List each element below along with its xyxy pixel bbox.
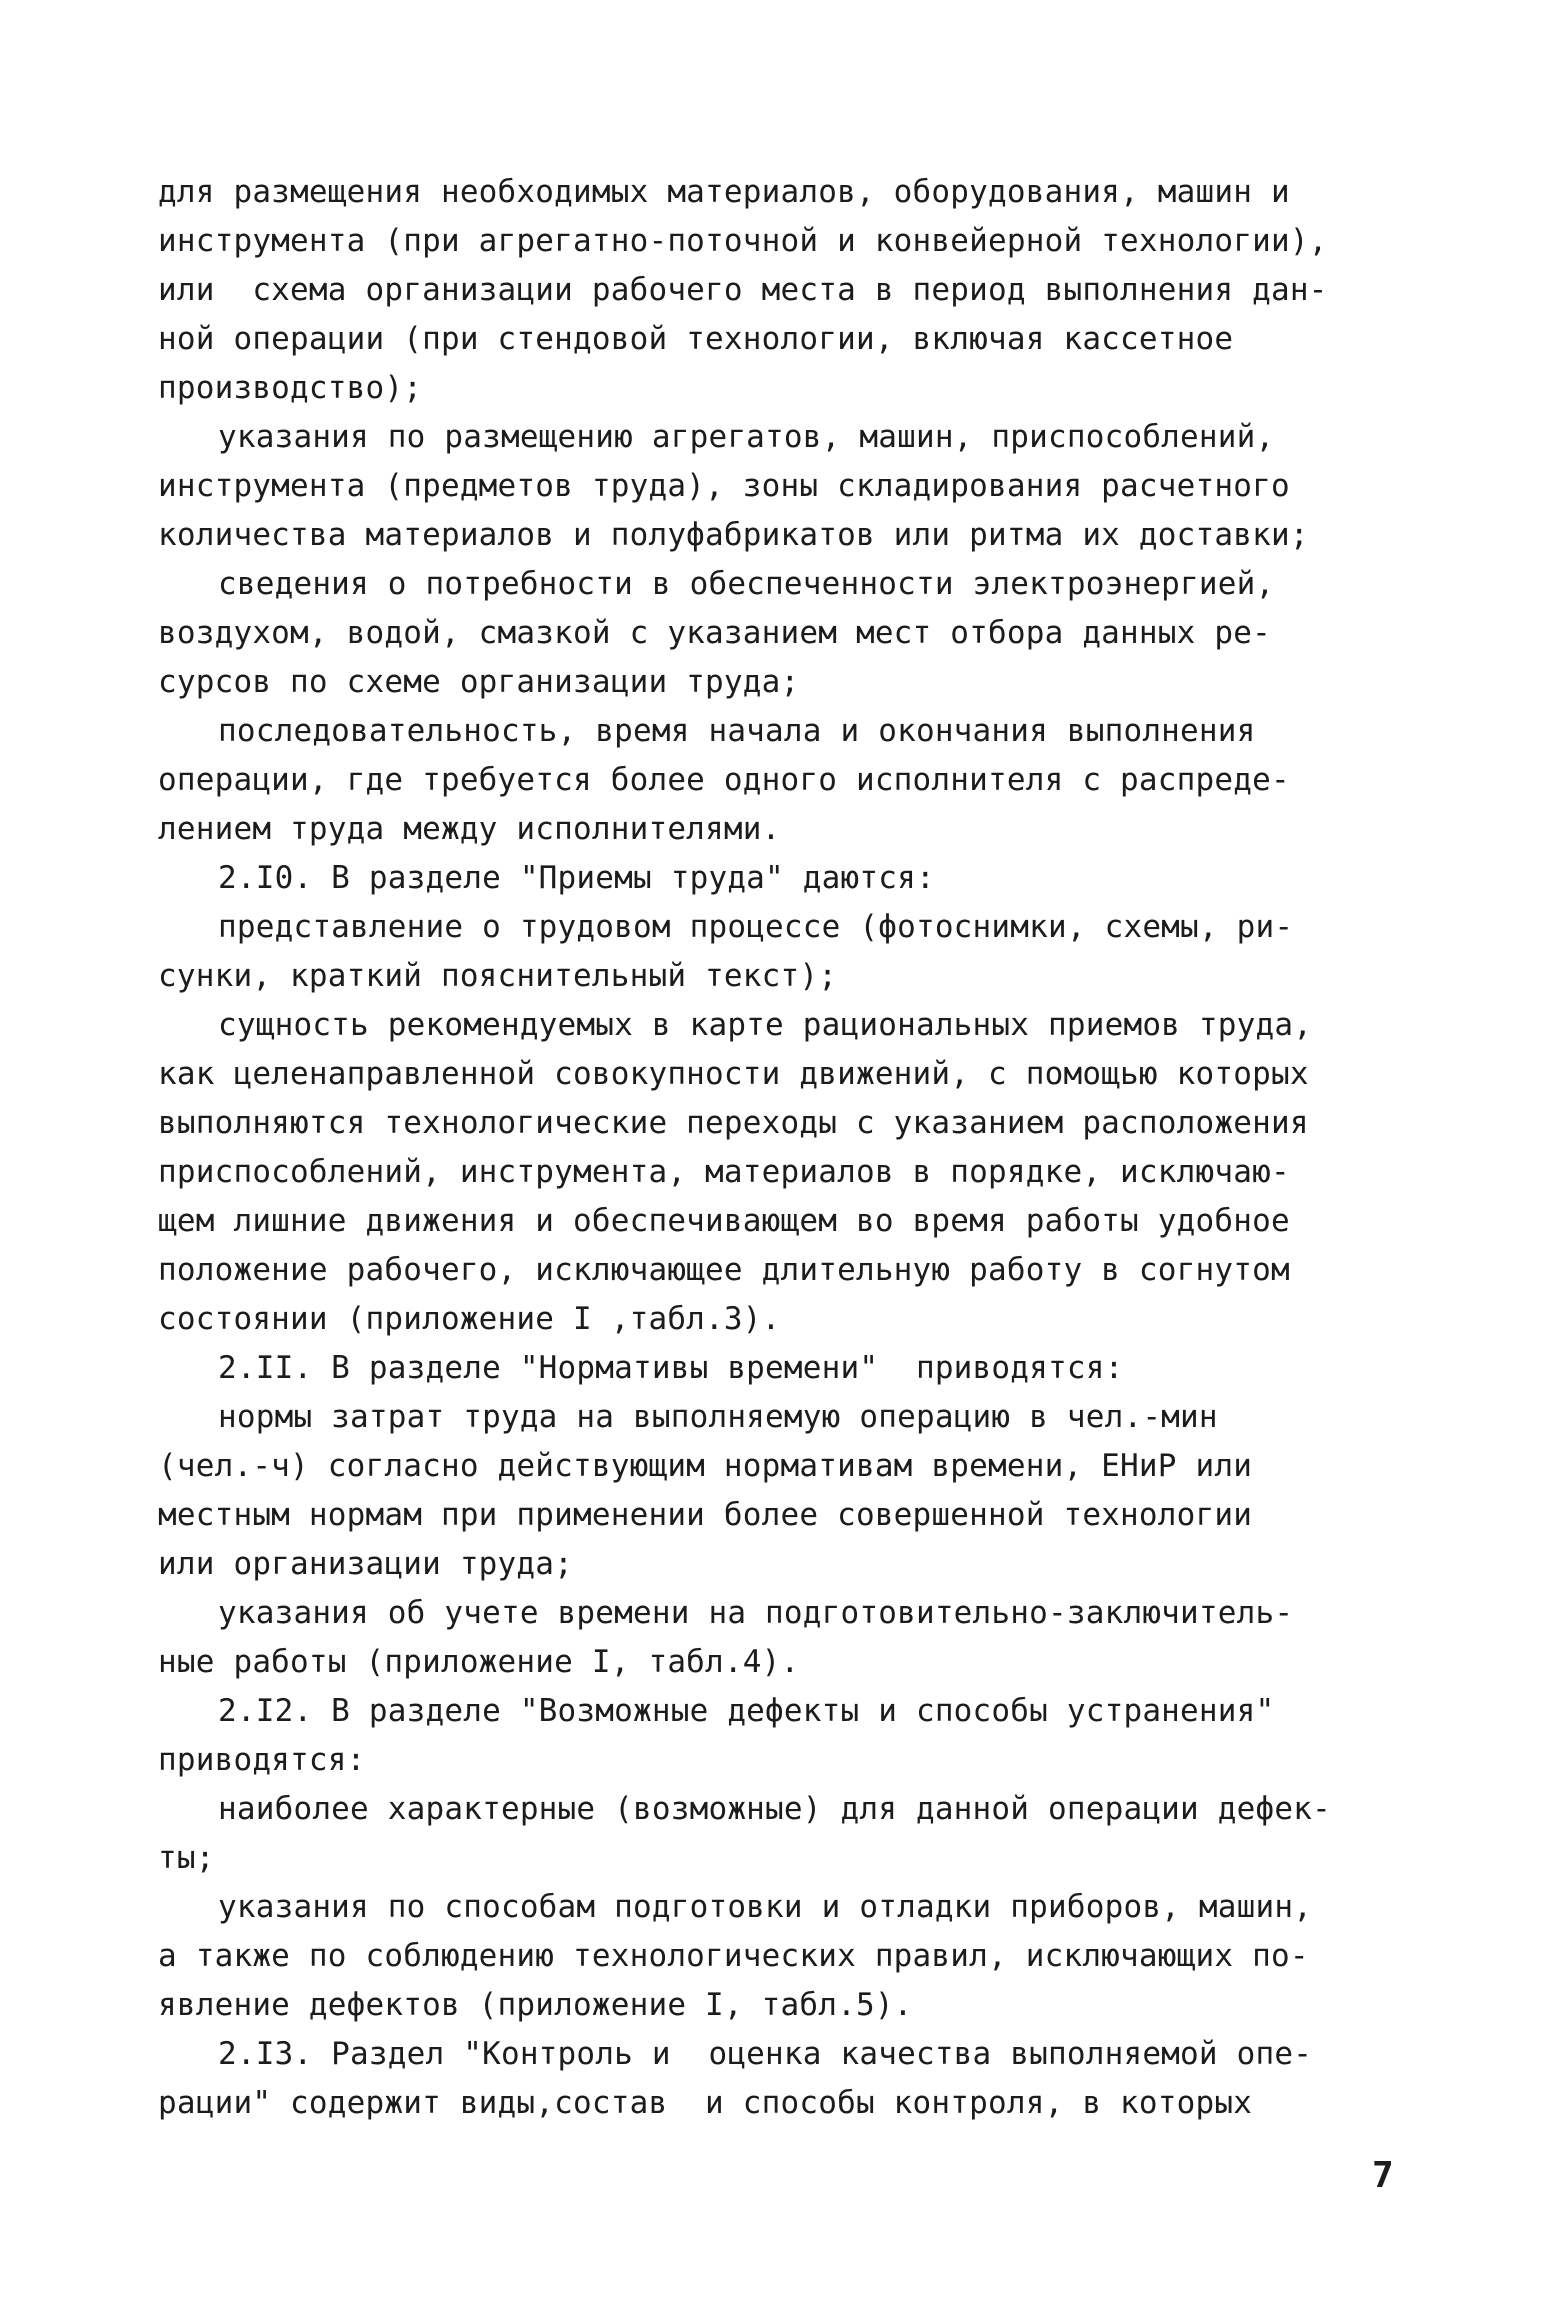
text-line: количества материалов и полуфабрикатов или ритма их доставки; [158,517,1309,553]
text-line: указания по способам подготовки и отладки приборов, машин, [218,1889,1313,1925]
text-line: указания по размещению агрегатов, машин, приспособлений, [218,419,1275,455]
text-line: последовательность, время начала и окончания выполнения [218,713,1256,749]
body-text [158,168,1428,2128]
text-line: производство); [158,370,423,406]
text-line: ной операции (при стендовой технологии, включая кассетное [158,321,1234,357]
text-line: приводятся: [158,1742,366,1778]
text-line: состоянии (приложение I ,табл.3). [158,1301,781,1337]
text-line: сведения о потребности в обеспеченности электроэнергией, [218,566,1275,602]
text-line: лением труда между исполнителями. [158,811,781,847]
text-line: для размещения необходимых материалов, оборудования, машин и [158,174,1290,210]
text-line: указания об учете времени на подготовительно-заключитель- [218,1595,1294,1631]
text-line: воздухом, водой, смазкой с указанием мест отбора данных ре- [158,615,1271,651]
text-line: инструмента (предметов труда), зоны складирования расчетного [158,468,1290,504]
text-line: рации" содержит виды,состав и способы контроля, в которых [158,2085,1253,2121]
text-line: (чел.-ч) согласно действующим нормативам времени, ЕНиР или [158,1448,1253,1484]
page-number: 7 [1372,2155,1394,2196]
text-line: сурсов по схеме организации труда; [158,664,800,700]
text-line: местным нормам при применении более совершенной технологии [158,1497,1253,1533]
text-line: положение рабочего, исключающее длительную работу в согнутом [158,1252,1290,1288]
text-line: как целенаправленной совокупности движений, с помощью которых [158,1056,1309,1092]
text-line: ты; [158,1840,215,1876]
text-line: выполняются технологические переходы с указанием расположения [158,1105,1309,1141]
text-line: приспособлений, инструмента, материалов в порядке, исключаю- [158,1154,1290,1190]
text-line: инструмента (при агрегатно-поточной и конвейерной технологии), [158,223,1328,259]
section-heading-2-13: 2.I3. Раздел "Контроль и оценка качества выполняемой опе- [218,2036,1313,2072]
text-line: сущность рекомендуемых в карте рациональных приемов труда, [218,1007,1313,1043]
text-line: щем лишние движения и обеспечивающем во время работы удобное [158,1203,1290,1239]
text-line: явление дефектов (приложение I, табл.5). [158,1987,913,2023]
text-line: нормы затрат труда на выполняемую операцию в чел.-мин [218,1399,1218,1435]
text-line: наиболее характерные (возможные) для данной операции дефек- [218,1791,1331,1827]
text-line: или организации труда; [158,1546,573,1582]
section-heading-2-10: 2.I0. В разделе "Приемы труда" даются: [218,860,935,896]
text-line: ные работы (приложение I, табл.4). [158,1644,800,1680]
section-heading-2-12: 2.I2. В разделе "Возможные дефекты и способы устранения" [218,1693,1275,1729]
text-line: операции, где требуется более одного исполнителя с распреде- [158,762,1290,798]
text-line: сунки, краткий пояснительный текст); [158,958,838,994]
text-line: или схема организации рабочего места в период выполнения дан- [158,272,1328,308]
section-heading-2-11: 2.II. В разделе "Нормативы времени" приводятся: [218,1350,1124,1386]
text-line: представление о трудовом процессе (фотоснимки, схемы, ри- [218,909,1294,945]
text-line: а также по соблюдению технологических правил, исключающих по- [158,1938,1309,1974]
